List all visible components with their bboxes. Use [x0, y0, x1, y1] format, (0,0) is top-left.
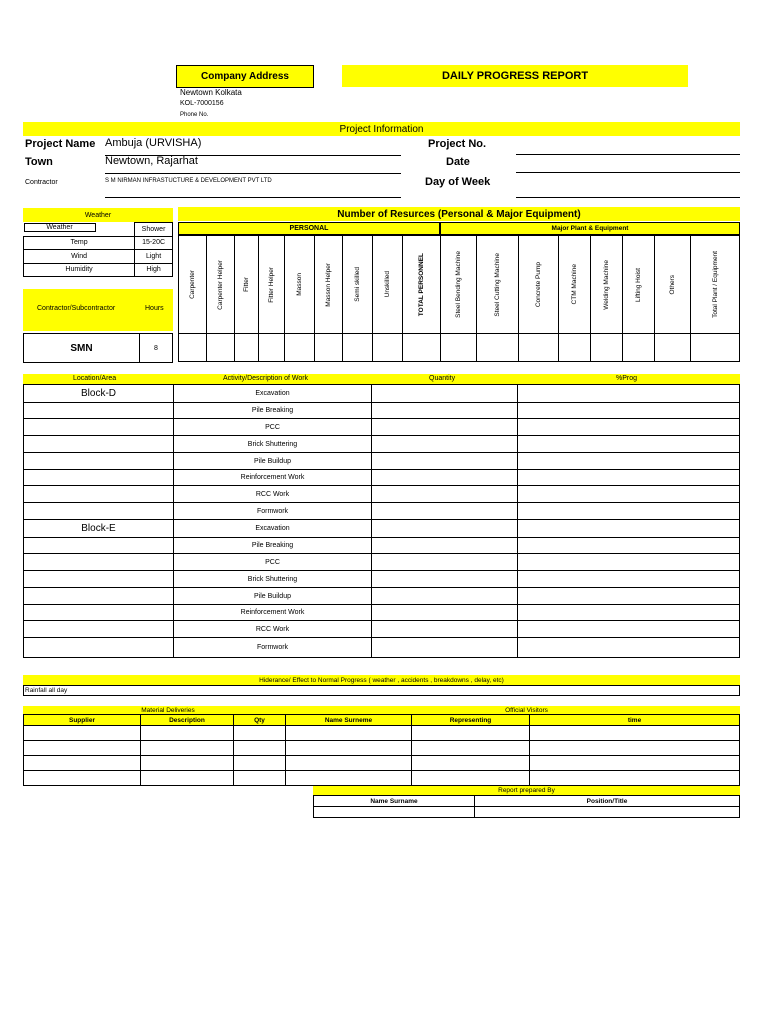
quantity-cell[interactable] — [372, 503, 518, 520]
col-carpenter-helper: Carpenter Helper — [207, 236, 235, 334]
table-row — [24, 554, 740, 571]
table-row — [24, 771, 740, 786]
table-row — [24, 638, 740, 658]
quantity-cell[interactable] — [372, 453, 518, 470]
visitor-name-cell[interactable] — [286, 771, 412, 786]
count-cell[interactable] — [285, 334, 315, 362]
quantity-cell[interactable] — [372, 571, 518, 588]
count-cell[interactable] — [207, 334, 235, 362]
prog-cell[interactable] — [518, 503, 740, 520]
resources-table — [178, 235, 740, 362]
table-row — [24, 403, 740, 419]
contractor-name[interactable]: SMN — [24, 334, 140, 363]
quantity-cell[interactable] — [372, 538, 518, 554]
prog-cell[interactable] — [518, 520, 740, 538]
quantity-cell[interactable] — [372, 554, 518, 571]
prog-cell[interactable] — [518, 554, 740, 571]
table-row — [24, 385, 740, 403]
quantity-cell[interactable] — [372, 419, 518, 436]
deliveries-visitors-table — [23, 714, 740, 786]
representing-cell[interactable] — [412, 726, 530, 741]
activity-cell[interactable]: PCC — [174, 419, 372, 436]
table-row — [24, 419, 740, 436]
deliveries-title: Material Deliveries — [23, 706, 313, 714]
address-line2: KOL-7000156 — [180, 100, 224, 107]
time-cell[interactable] — [530, 756, 740, 771]
quantity-cell[interactable] — [372, 403, 518, 419]
count-cell[interactable] — [477, 334, 519, 362]
prog-cell[interactable] — [518, 403, 740, 419]
prog-cell[interactable] — [518, 486, 740, 503]
col-lifting-hoist: Lifting Hoist — [623, 236, 655, 334]
supplier-cell[interactable] — [24, 741, 141, 756]
col-fitter: Fitter — [235, 236, 259, 334]
weather-value-wind[interactable]: Light — [135, 250, 173, 264]
quantity-header: Quantity — [429, 375, 456, 382]
location-cell[interactable] — [24, 638, 174, 658]
activity-cell[interactable]: Excavation — [174, 520, 372, 538]
location-cell[interactable] — [24, 503, 174, 520]
address-line1: Newtown Kolkata — [180, 88, 242, 97]
supplier-header: Supplier — [24, 715, 141, 726]
col-carpenter: Carpenter — [179, 236, 207, 334]
contractor-label: Contractor — [25, 179, 58, 186]
prog-header: %Prog — [616, 375, 638, 382]
location-cell[interactable] — [24, 571, 174, 588]
date-field[interactable] — [516, 156, 740, 173]
equipment-label: Major Plant & Equipment — [440, 222, 740, 235]
activity-cell[interactable]: Pile Breaking — [174, 538, 372, 554]
time-cell[interactable] — [530, 741, 740, 756]
phone-label: Phone No. — [180, 112, 209, 118]
time-cell[interactable] — [530, 771, 740, 786]
activity-cell[interactable]: Pile Buildup — [174, 588, 372, 605]
table-row — [24, 571, 740, 588]
report-title: DAILY PROGRESS REPORT — [342, 65, 688, 87]
weather-title: Weather — [23, 208, 173, 222]
col-masson: Masson — [285, 236, 315, 334]
location-cell[interactable] — [24, 538, 174, 554]
activity-cell[interactable]: Brick Shuttering — [174, 571, 372, 588]
activity-cell[interactable]: Brick Shuttering — [174, 436, 372, 453]
activity-cell[interactable]: RCC Work — [174, 621, 372, 638]
quantity-cell[interactable] — [372, 621, 518, 638]
project-no-label: Project No. — [428, 138, 487, 150]
quantity-cell[interactable] — [372, 486, 518, 503]
visitor-name-cell[interactable] — [286, 756, 412, 771]
prog-cell[interactable] — [518, 470, 740, 486]
visitor-name-cell[interactable] — [286, 726, 412, 741]
table-row — [24, 726, 740, 741]
description-header: Description — [141, 715, 234, 726]
col-unskilled: Unskilled — [373, 236, 403, 334]
activity-cell[interactable]: PCC — [174, 554, 372, 571]
quantity-cell[interactable] — [372, 588, 518, 605]
weather-table — [23, 222, 173, 277]
prepared-table — [313, 795, 740, 818]
prog-cell[interactable] — [518, 385, 740, 403]
activity-cell[interactable]: Formwork — [174, 638, 372, 658]
table-row — [24, 503, 740, 520]
representing-header: Representing — [412, 715, 530, 726]
visitors-title: Official Visitors — [313, 706, 740, 714]
activity-cell[interactable]: Reinforcement Work — [174, 470, 372, 486]
col-welding-machine: Welding Machine — [591, 236, 623, 334]
table-row — [24, 453, 740, 470]
supplier-cell[interactable] — [24, 771, 141, 786]
count-cell[interactable] — [691, 334, 740, 362]
count-cell[interactable] — [373, 334, 403, 362]
table-row — [24, 470, 740, 486]
col-total-plant: Total Plant / Equipment — [691, 236, 740, 334]
prepared-position-field[interactable] — [475, 807, 740, 818]
count-cell[interactable] — [315, 334, 343, 362]
quantity-cell[interactable] — [372, 385, 518, 403]
col-steel-bending: Steel Bending Machine — [441, 236, 477, 334]
prog-cell[interactable] — [518, 571, 740, 588]
table-row — [24, 756, 740, 771]
activity-desc-header: Activity/Description of Work — [223, 375, 309, 382]
time-header: time — [530, 715, 740, 726]
resources-title: Number of Resurces (Personal & Major Equipment) — [178, 207, 740, 221]
quantity-cell[interactable] — [372, 605, 518, 621]
company-address-label: Company Address — [176, 65, 314, 88]
location-cell[interactable] — [24, 486, 174, 503]
quantity-cell[interactable] — [372, 638, 518, 658]
prepared-title: Report prepared By — [313, 786, 740, 795]
count-cell[interactable] — [403, 334, 441, 362]
weather-label-humidity: Humidity — [24, 263, 135, 277]
table-row — [24, 538, 740, 554]
project-name-label: Project Name — [25, 138, 96, 150]
col-fitter-helper: Fitter Helper — [259, 236, 285, 334]
contractor-col-label: Contractor/Subcontractor — [37, 305, 116, 312]
table-row — [24, 520, 740, 538]
col-ctm-machine: CTM Machine — [559, 236, 591, 334]
supplier-cell[interactable] — [24, 756, 141, 771]
count-cell[interactable] — [623, 334, 655, 362]
contractor-header — [23, 289, 173, 331]
table-row — [24, 486, 740, 503]
description-cell[interactable] — [141, 756, 234, 771]
prepared-name-header: Name Surname — [314, 796, 475, 807]
table-row — [24, 605, 740, 621]
count-cell[interactable] — [259, 334, 285, 362]
activity-cell[interactable]: Reinforcement Work — [174, 605, 372, 621]
col-semi-skilled: Semi skilled — [343, 236, 373, 334]
quantity-cell[interactable] — [372, 436, 518, 453]
location-header: Location/Area — [73, 375, 117, 382]
count-cell[interactable] — [179, 334, 207, 362]
location-cell[interactable] — [24, 621, 174, 638]
activity-header — [23, 374, 740, 384]
weather-value-temp[interactable]: 15-20C — [135, 236, 173, 250]
activity-cell[interactable]: Pile Breaking — [174, 403, 372, 419]
qty-cell[interactable] — [234, 726, 286, 741]
col-total-personnel: TOTAL PERSONNEL — [403, 236, 441, 334]
location-cell[interactable] — [24, 436, 174, 453]
description-cell[interactable] — [141, 726, 234, 741]
weather-label-wind: Wind — [24, 250, 135, 264]
prog-cell[interactable] — [518, 436, 740, 453]
location-cell[interactable]: Block-E — [24, 520, 174, 538]
qty-cell[interactable] — [234, 741, 286, 756]
prog-cell[interactable] — [518, 538, 740, 554]
col-concrete-pump: Concrete Pump — [519, 236, 559, 334]
hindrance-field[interactable]: Rainfall all day — [23, 685, 740, 696]
count-cell[interactable] — [591, 334, 623, 362]
count-cell[interactable] — [655, 334, 691, 362]
contractor-hours[interactable]: 8 — [140, 334, 173, 363]
activity-cell[interactable]: Excavation — [174, 385, 372, 403]
quantity-cell[interactable] — [372, 470, 518, 486]
table-row — [24, 741, 740, 756]
weather-value-humidity[interactable]: High — [135, 263, 173, 277]
hindrance-title: Hiderance/ Effect to Normal Progress ( weather , accidents , breakdowns , delay, etc) — [23, 675, 740, 685]
location-cell[interactable] — [24, 588, 174, 605]
prog-cell[interactable] — [518, 419, 740, 436]
prog-cell[interactable] — [518, 621, 740, 638]
representing-cell[interactable] — [412, 771, 530, 786]
activity-table — [23, 384, 740, 658]
description-cell[interactable] — [141, 771, 234, 786]
prog-cell[interactable] — [518, 638, 740, 658]
activity-cell[interactable]: Pile Buildup — [174, 453, 372, 470]
table-row — [24, 436, 740, 453]
date-label: Date — [446, 156, 470, 168]
visitor-name-header: Name Surneme — [286, 715, 412, 726]
count-cell[interactable] — [519, 334, 559, 362]
qty-cell[interactable] — [234, 771, 286, 786]
prog-cell[interactable] — [518, 605, 740, 621]
count-cell[interactable] — [343, 334, 373, 362]
project-info-title: Project Information — [23, 122, 740, 136]
location-cell[interactable] — [24, 453, 174, 470]
count-cell[interactable] — [235, 334, 259, 362]
day-of-week-label: Day of Week — [425, 176, 491, 188]
qty-cell[interactable] — [234, 756, 286, 771]
weather-value-weather[interactable]: Shower — [135, 223, 173, 237]
location-cell[interactable] — [24, 605, 174, 621]
weather-label-weather: Weather — [24, 223, 96, 232]
prepared-name-field[interactable] — [314, 807, 475, 818]
description-cell[interactable] — [141, 741, 234, 756]
weather-label-temp: Temp — [24, 236, 135, 250]
count-cell[interactable] — [441, 334, 477, 362]
contractor-field[interactable]: S M NIRMAN INFRASTUCTURE & DEVELOPMENT PVT LTD — [105, 178, 401, 198]
location-cell[interactable]: Block-D — [24, 385, 174, 403]
time-cell[interactable] — [530, 726, 740, 741]
town-field[interactable]: Newtown, Rajarhat — [105, 155, 401, 174]
representing-cell[interactable] — [412, 756, 530, 771]
prog-cell[interactable] — [518, 453, 740, 470]
hours-col-label: Hours — [145, 305, 164, 312]
col-masson-helper: Masson Helper — [315, 236, 343, 334]
location-cell[interactable] — [24, 403, 174, 419]
location-cell[interactable] — [24, 554, 174, 571]
personal-label: PERSONAL — [178, 222, 440, 235]
count-cell[interactable] — [559, 334, 591, 362]
project-name-field[interactable]: Ambuja (URVISHA) — [105, 137, 401, 156]
contractor-hours-table — [23, 333, 173, 363]
location-cell[interactable] — [24, 470, 174, 486]
table-row — [24, 588, 740, 605]
visitor-name-cell[interactable] — [286, 741, 412, 756]
activity-cell[interactable]: RCC Work — [174, 486, 372, 503]
representing-cell[interactable] — [412, 741, 530, 756]
location-cell[interactable] — [24, 419, 174, 436]
town-label: Town — [25, 156, 53, 168]
quantity-cell[interactable] — [372, 520, 518, 538]
day-of-week-field[interactable] — [516, 178, 740, 198]
project-no-field[interactable] — [516, 138, 740, 155]
col-steel-cutting: Steel Cutting Machine — [477, 236, 519, 334]
qty-header: Qty — [234, 715, 286, 726]
col-others: Others — [655, 236, 691, 334]
supplier-cell[interactable] — [24, 726, 141, 741]
activity-cell[interactable]: Formwork — [174, 503, 372, 520]
prog-cell[interactable] — [518, 588, 740, 605]
table-row — [24, 621, 740, 638]
prepared-position-header: Position/Title — [475, 796, 740, 807]
